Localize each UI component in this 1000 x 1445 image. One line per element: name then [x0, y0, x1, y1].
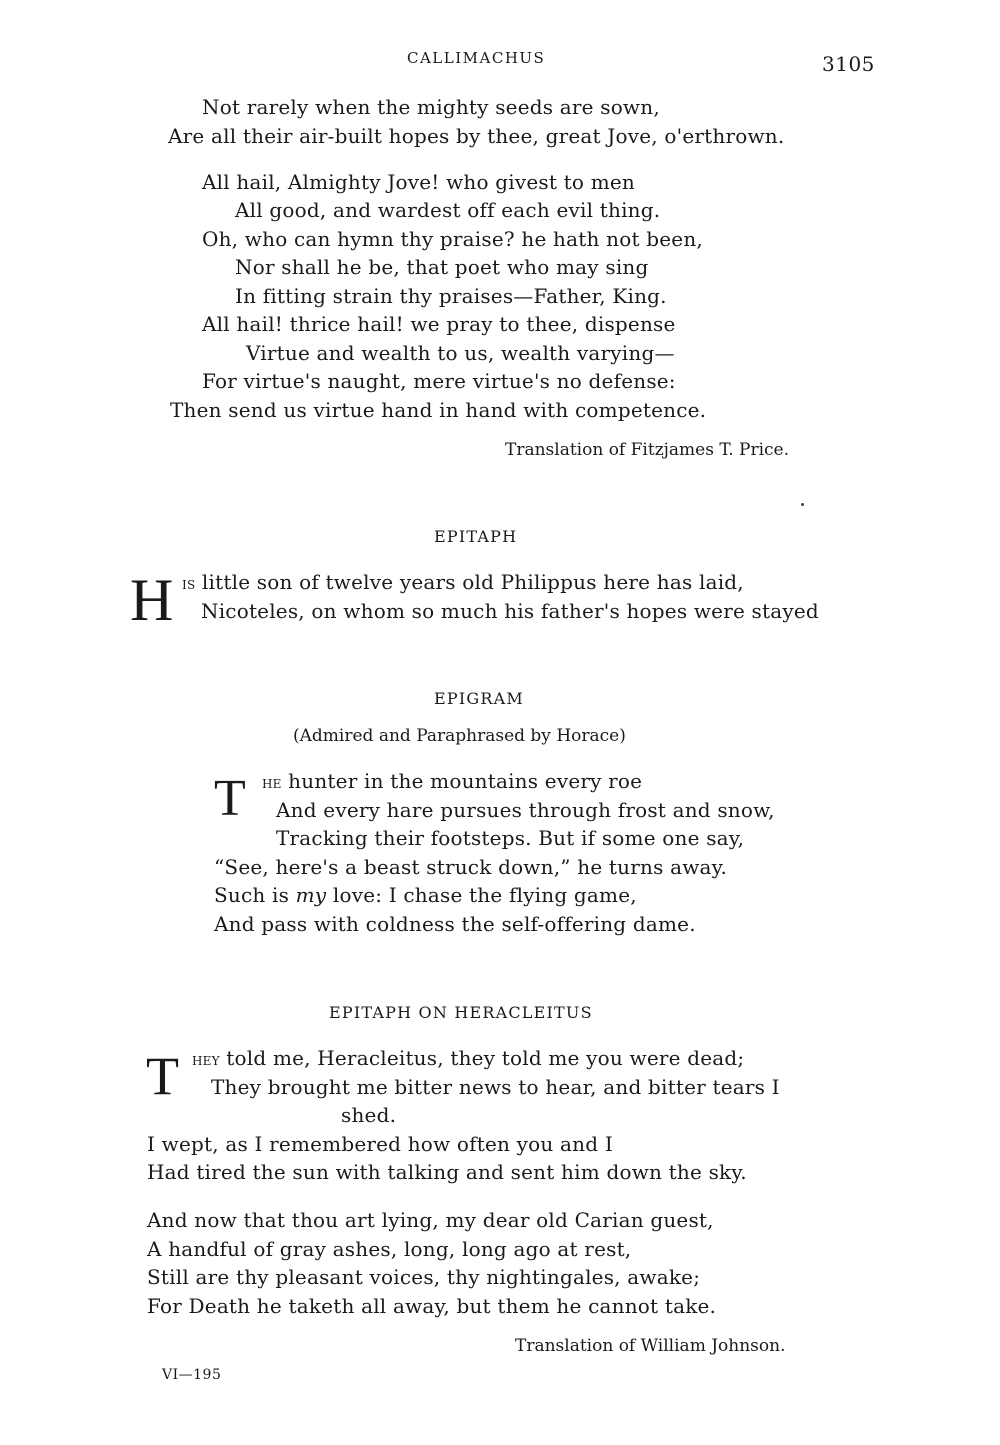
poem-line: In fitting strain thy praises—Father, King. [235, 284, 667, 308]
poem-line: Tracking their footsteps. But if some one say, [276, 826, 745, 850]
poem-line [214, 881, 637, 909]
drop-cap: T [214, 770, 246, 827]
section-title: EPITAPH [434, 527, 518, 546]
poem-line: I wept, as I remembered how often you and I [147, 1132, 613, 1156]
line-text: told me, Heracleitus, they told me you were dead; [219, 1046, 745, 1070]
poem-line [262, 767, 642, 797]
poem-line: All hail, Almighty Jove! who givest to men [202, 170, 635, 194]
section-title: EPITAPH ON HERACLEITUS [329, 1003, 593, 1022]
poem-line [182, 568, 744, 598]
poem-line: Then send us virtue hand in hand with competence. [170, 398, 707, 422]
poem-line: Are all their air-built hopes by thee, great Jove, o'erthrown. [168, 124, 785, 148]
line-text: Such is [214, 883, 296, 907]
speck [801, 503, 804, 506]
translation-credit: Translation of William Johnson. [515, 1336, 786, 1356]
poem-line: Not rarely when the mighty seeds are sown, [202, 95, 660, 119]
small-caps-word: hey [192, 1050, 220, 1070]
drop-cap: T [146, 1046, 179, 1106]
small-caps-word: he [262, 773, 282, 793]
line-text: hunter in the mountains every roe [281, 769, 643, 793]
poem-line: And now that thou art lying, my dear old Carian guest, [147, 1208, 714, 1232]
poem-line: Virtue and wealth to us, wealth varying— [246, 341, 675, 365]
poem-line: Still are thy pleasant voices, thy nightingales, awake; [147, 1265, 701, 1289]
poem-line [192, 1044, 744, 1074]
poem-line: For Death he taketh all away, but them he cannot take. [147, 1294, 717, 1318]
section-title: EPIGRAM [434, 689, 524, 708]
poem-line: All hail! thrice hail! we pray to thee, dispense [202, 312, 676, 336]
poem-line: And pass with coldness the self-offering dame. [214, 912, 696, 936]
poem-line: All good, and wardest off each evil thing. [235, 198, 661, 222]
poem-line: “See, here's a beast struck down,” he turns away. [214, 855, 728, 879]
poem-line: For virtue's naught, mere virtue's no defense: [202, 369, 676, 393]
emphasis: my [295, 883, 327, 907]
poem-line: Had tired the sun with talking and sent him down the sky. [147, 1160, 747, 1184]
line-text: love: I chase the flying game, [326, 883, 637, 907]
translation-credit: Translation of Fitzjames T. Price. [505, 440, 790, 460]
poem-line: A handful of gray ashes, long, long ago at rest, [147, 1237, 632, 1261]
page-number: 3105 [822, 52, 875, 76]
signature-mark: VI—195 [162, 1367, 222, 1383]
drop-cap: H [130, 567, 174, 633]
poem-line: They brought me bitter news to hear, and bitter tears I [211, 1075, 780, 1099]
running-title: CALLIMACHUS [407, 49, 546, 67]
poem-line: shed. [341, 1103, 397, 1127]
small-caps-word: is [182, 574, 196, 594]
poem-line: And every hare pursues through frost and snow, [276, 798, 775, 822]
line-text: little son of twelve years old Philippus here has laid, [195, 570, 744, 594]
poem-line: Nicoteles, on whom so much his father's hopes were stayed [201, 599, 819, 623]
poem-line: Oh, who can hymn thy praise? he hath not been, [202, 227, 703, 251]
section-subtitle: (Admired and Paraphrased by Horace) [293, 726, 626, 746]
poem-line: Nor shall he be, that poet who may sing [235, 255, 649, 279]
